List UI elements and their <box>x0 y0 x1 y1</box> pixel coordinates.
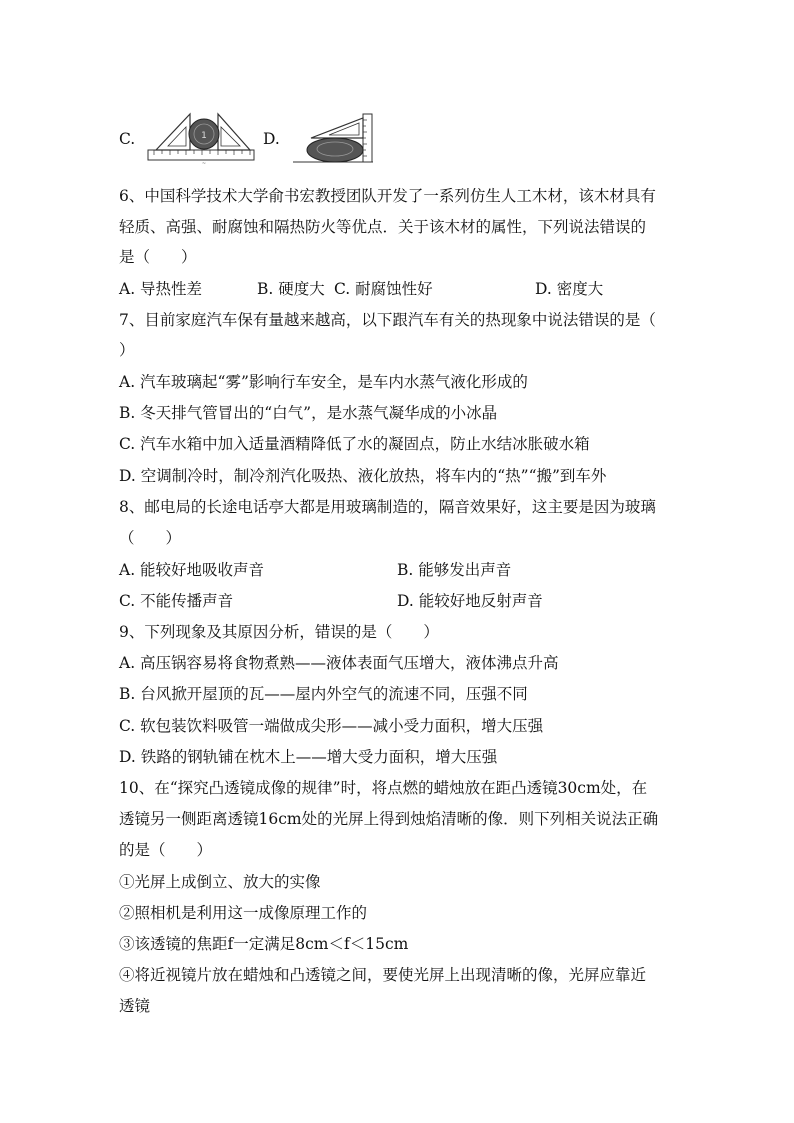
q9-option-a: A. 高压锅容易将食物煮熟——液体表面气压增大，液体沸点升高 <box>119 654 559 672</box>
q7-option-d: D. 空调制冷时，制冷剂汽化吸热、液化放热，将车内的“热”“搬”到车外 <box>119 467 607 485</box>
q6-option-b: B. 硬度大 <box>257 280 325 298</box>
q6-option-c: C. 耐腐蚀性好 <box>334 280 433 298</box>
svg-text:~: ~ <box>201 161 207 166</box>
q6-option-a: A. 导热性差 <box>119 280 203 298</box>
q7-stem-line-1: 7、目前家庭汽车保有量越来越高，以下跟汽车有关的热现象中说法错误的是（ <box>119 311 656 329</box>
q6-option-d: D. 密度大 <box>535 280 604 298</box>
svg-text:1: 1 <box>201 131 207 141</box>
q6-stem-line-2: 轻质、高强、耐腐蚀和隔热防火等优点．关于该木材的属性，下列说法错误的 <box>119 218 647 236</box>
q8-option-c: C. 不能传播声音 <box>119 592 234 610</box>
q9-option-d: D. 铁路的钢轨铺在枕木上——增大受力面积，增大压强 <box>119 748 498 766</box>
q7-option-b: B. 冬天排气管冒出的“白气”，是水蒸气凝华成的小冰晶 <box>119 404 498 422</box>
q10-statement-2: ②照相机是利用这一成像原理工作的 <box>119 904 368 922</box>
q8-stem-line-2: （ ） <box>119 529 182 547</box>
q6-stem-line-3: 是（ ） <box>119 248 197 266</box>
q10-stem-line-1: 10、在“探究凸透镜成像的规律”时，将点燃的蜡烛放在距凸透镜30cm处，在 <box>119 779 648 797</box>
q8-option-b: B. 能够发出声音 <box>397 561 512 579</box>
q10-statement-3: ③该透镜的焦距f一定满足8cm＜f＜15cm <box>119 935 409 953</box>
q10-statement-4-continued: 透镜 <box>119 997 151 1015</box>
q8-option-d: D. 能较好地反射声音 <box>397 592 543 610</box>
q10-stem-line-2: 透镜另一侧距离透镜16cm处的光屏上得到烛焰清晰的像．则下列相关说法正确 <box>119 810 659 828</box>
q7-option-a: A. 汽车玻璃起“雾”影响行车安全，是车内水蒸气液化形成的 <box>119 373 528 391</box>
q8-stem-line-1: 8、邮电局的长途电话亭大都是用玻璃制造的，隔音效果好，这主要是因为玻璃 <box>119 498 656 516</box>
option-d-label: D. <box>263 130 280 148</box>
ruler-triangle-coin-figure-d <box>291 112 379 166</box>
q10-statement-1: ①光屏上成倒立、放大的实像 <box>119 873 321 891</box>
q10-statement-4: ④将近视镜片放在蜡烛和凸透镜之间，要使光屏上出现清晰的像，光屏应靠近 <box>119 966 647 984</box>
q10-stem-line-3: 的是（ ） <box>119 841 213 859</box>
q8-option-a: A. 能较好地吸收声音 <box>119 561 265 579</box>
q9-option-c: C. 软包装饮料吸管一端做成尖形——减小受力面积，增大压强 <box>119 717 544 735</box>
option-c-label: C. <box>119 130 136 148</box>
ruler-triangles-coin-figure-c <box>146 110 256 166</box>
q9-stem-line-1: 9、下列现象及其原因分析，错误的是（ ） <box>119 623 439 641</box>
q7-option-c: C. 汽车水箱中加入适量酒精降低了水的凝固点，防止水结冰胀破水箱 <box>119 435 590 453</box>
q7-stem-line-2: ） <box>119 341 135 359</box>
q6-stem-line-1: 6、中国科学技术大学俞书宏教授团队开发了一系列仿生人工木材，该木材具有 <box>119 187 656 205</box>
q9-option-b: B. 台风掀开屋顶的瓦——屋内外空气的流速不同，压强不同 <box>119 685 528 703</box>
